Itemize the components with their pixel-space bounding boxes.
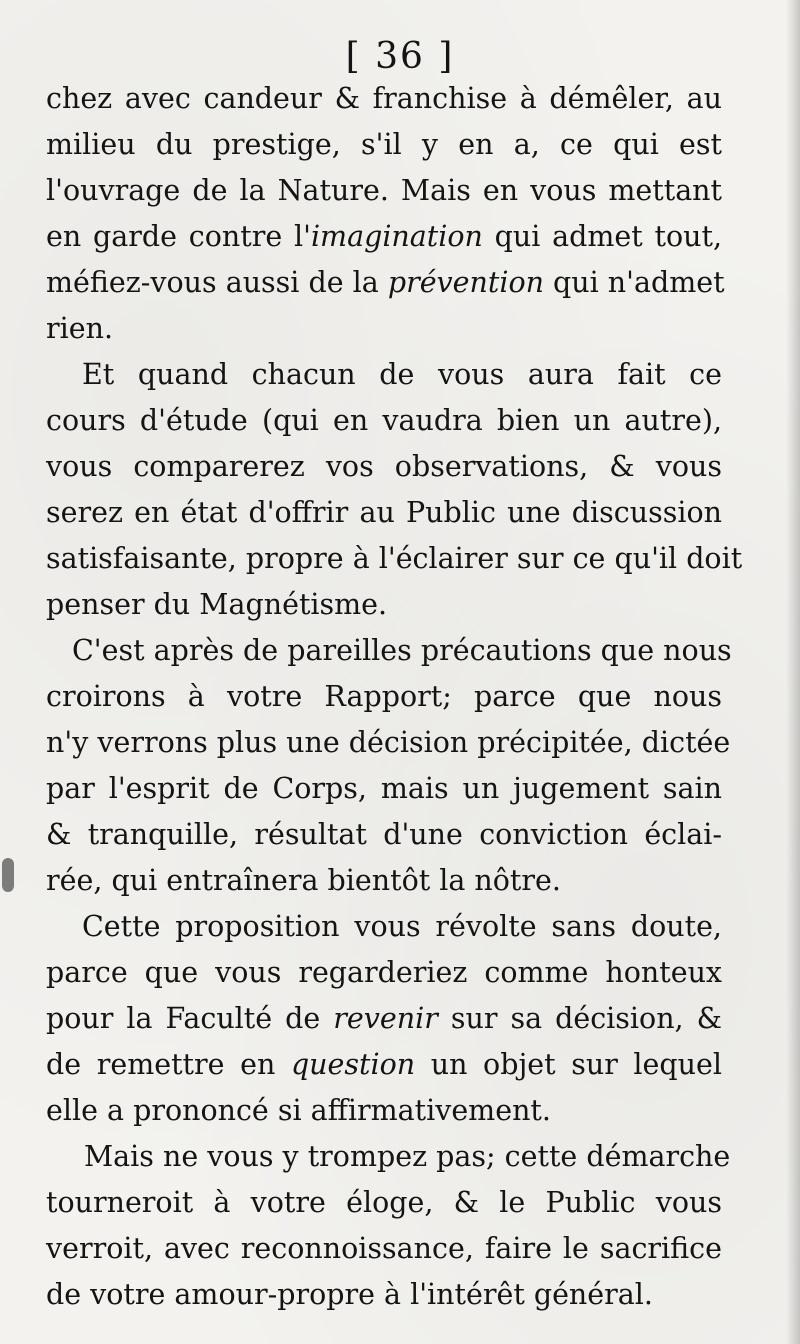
- text-line: [46, 1226, 722, 1272]
- text-line: [46, 628, 732, 674]
- text-segment: de votre amour-propre à l'intérêt général.: [46, 1278, 653, 1311]
- binding-mark: [2, 858, 14, 892]
- text-line: [46, 950, 722, 996]
- text-segment: elle a prononcé si affirmativement.: [46, 1094, 551, 1127]
- text-segment: n'y verrons plus une décision précipitée, dictée: [46, 726, 731, 759]
- text-segment: par l'esprit de Corps, mais un jugement sain: [46, 772, 722, 805]
- text-segment: serez en état d'offrir au Public une discussion: [46, 496, 722, 529]
- text-segment: Et quand chacun de vous aura fait ce: [82, 358, 722, 391]
- text-segment: Mais ne vous y trompez pas; cette démarche: [84, 1140, 731, 1173]
- text-line: [46, 306, 722, 352]
- text-segment: qui n'admet: [543, 266, 725, 299]
- text-line: [46, 122, 722, 168]
- text-segment: milieu du prestige, s'il y en a, ce qui est: [46, 128, 722, 161]
- text-line: [46, 1180, 722, 1226]
- text-segment: pour la Faculté de: [46, 1002, 334, 1035]
- text-line: [46, 398, 722, 444]
- text-line: [46, 904, 722, 950]
- italic-text: imagination: [310, 220, 483, 253]
- text-line: [46, 536, 743, 582]
- text-line: [46, 1088, 722, 1134]
- text-line: [46, 1272, 722, 1318]
- text-segment: chez avec candeur & franchise à démêler, au: [46, 82, 722, 115]
- text-line: [46, 1134, 731, 1180]
- italic-text: question: [290, 1048, 416, 1081]
- text-line: [46, 582, 722, 628]
- text-line: [46, 1042, 722, 1088]
- page-edge-shadow: [786, 0, 800, 1344]
- text-line: [46, 260, 725, 306]
- text-line: [46, 720, 731, 766]
- text-segment: croirons à votre Rapport; parce que nous: [46, 680, 722, 713]
- text-segment: un objet sur lequel: [415, 1048, 722, 1081]
- text-segment: tourneroit à votre éloge, & le Public vous: [46, 1186, 722, 1219]
- text-segment: sur sa décision, &: [437, 1002, 722, 1035]
- text-segment: vous comparerez vos observations, & vous: [46, 450, 722, 483]
- text-line: [46, 858, 722, 904]
- text-segment: parce que vous regarderiez comme honteux: [46, 956, 722, 989]
- text-segment: rien.: [46, 312, 114, 345]
- body-text: [46, 76, 743, 1318]
- text-line: [46, 76, 722, 122]
- text-line: [46, 214, 722, 260]
- italic-text: prévention: [387, 266, 544, 299]
- text-segment: cours d'étude (qui en vaudra bien un autre),: [46, 404, 722, 437]
- text-line: [46, 996, 722, 1042]
- text-segment: l'ouvrage de la Nature. Mais en vous mettant: [46, 174, 722, 207]
- text-segment: penser du Magnétisme.: [46, 588, 388, 621]
- page-number: [ 36 ]: [345, 36, 455, 77]
- text-segment: de remettre en: [46, 1048, 291, 1081]
- text-segment: en garde contre l': [46, 220, 311, 253]
- text-segment: rée, qui entraînera bientôt la nôtre.: [46, 864, 561, 897]
- text-line: [46, 766, 722, 812]
- text-line: [46, 812, 722, 858]
- text-segment: C'est après de pareilles précautions que nous: [72, 634, 732, 667]
- text-segment: méfiez-vous aussi de la: [46, 266, 388, 299]
- text-segment: verroit, avec reconnoissance, faire le sacrifice: [46, 1232, 722, 1265]
- text-line: [46, 490, 722, 536]
- text-segment: & tranquille, résultat d'une conviction éclai-: [46, 818, 722, 851]
- text-line: [46, 444, 722, 490]
- text-segment: Cette proposition vous révolte sans doute,: [82, 910, 722, 943]
- text-line: [46, 352, 722, 398]
- text-line: [46, 168, 722, 214]
- text-segment: satisfaisante, propre à l'éclairer sur ce qu'il doit: [46, 542, 743, 575]
- text-line: [46, 674, 722, 720]
- text-segment: qui admet tout,: [482, 220, 722, 253]
- italic-text: revenir: [333, 1002, 438, 1035]
